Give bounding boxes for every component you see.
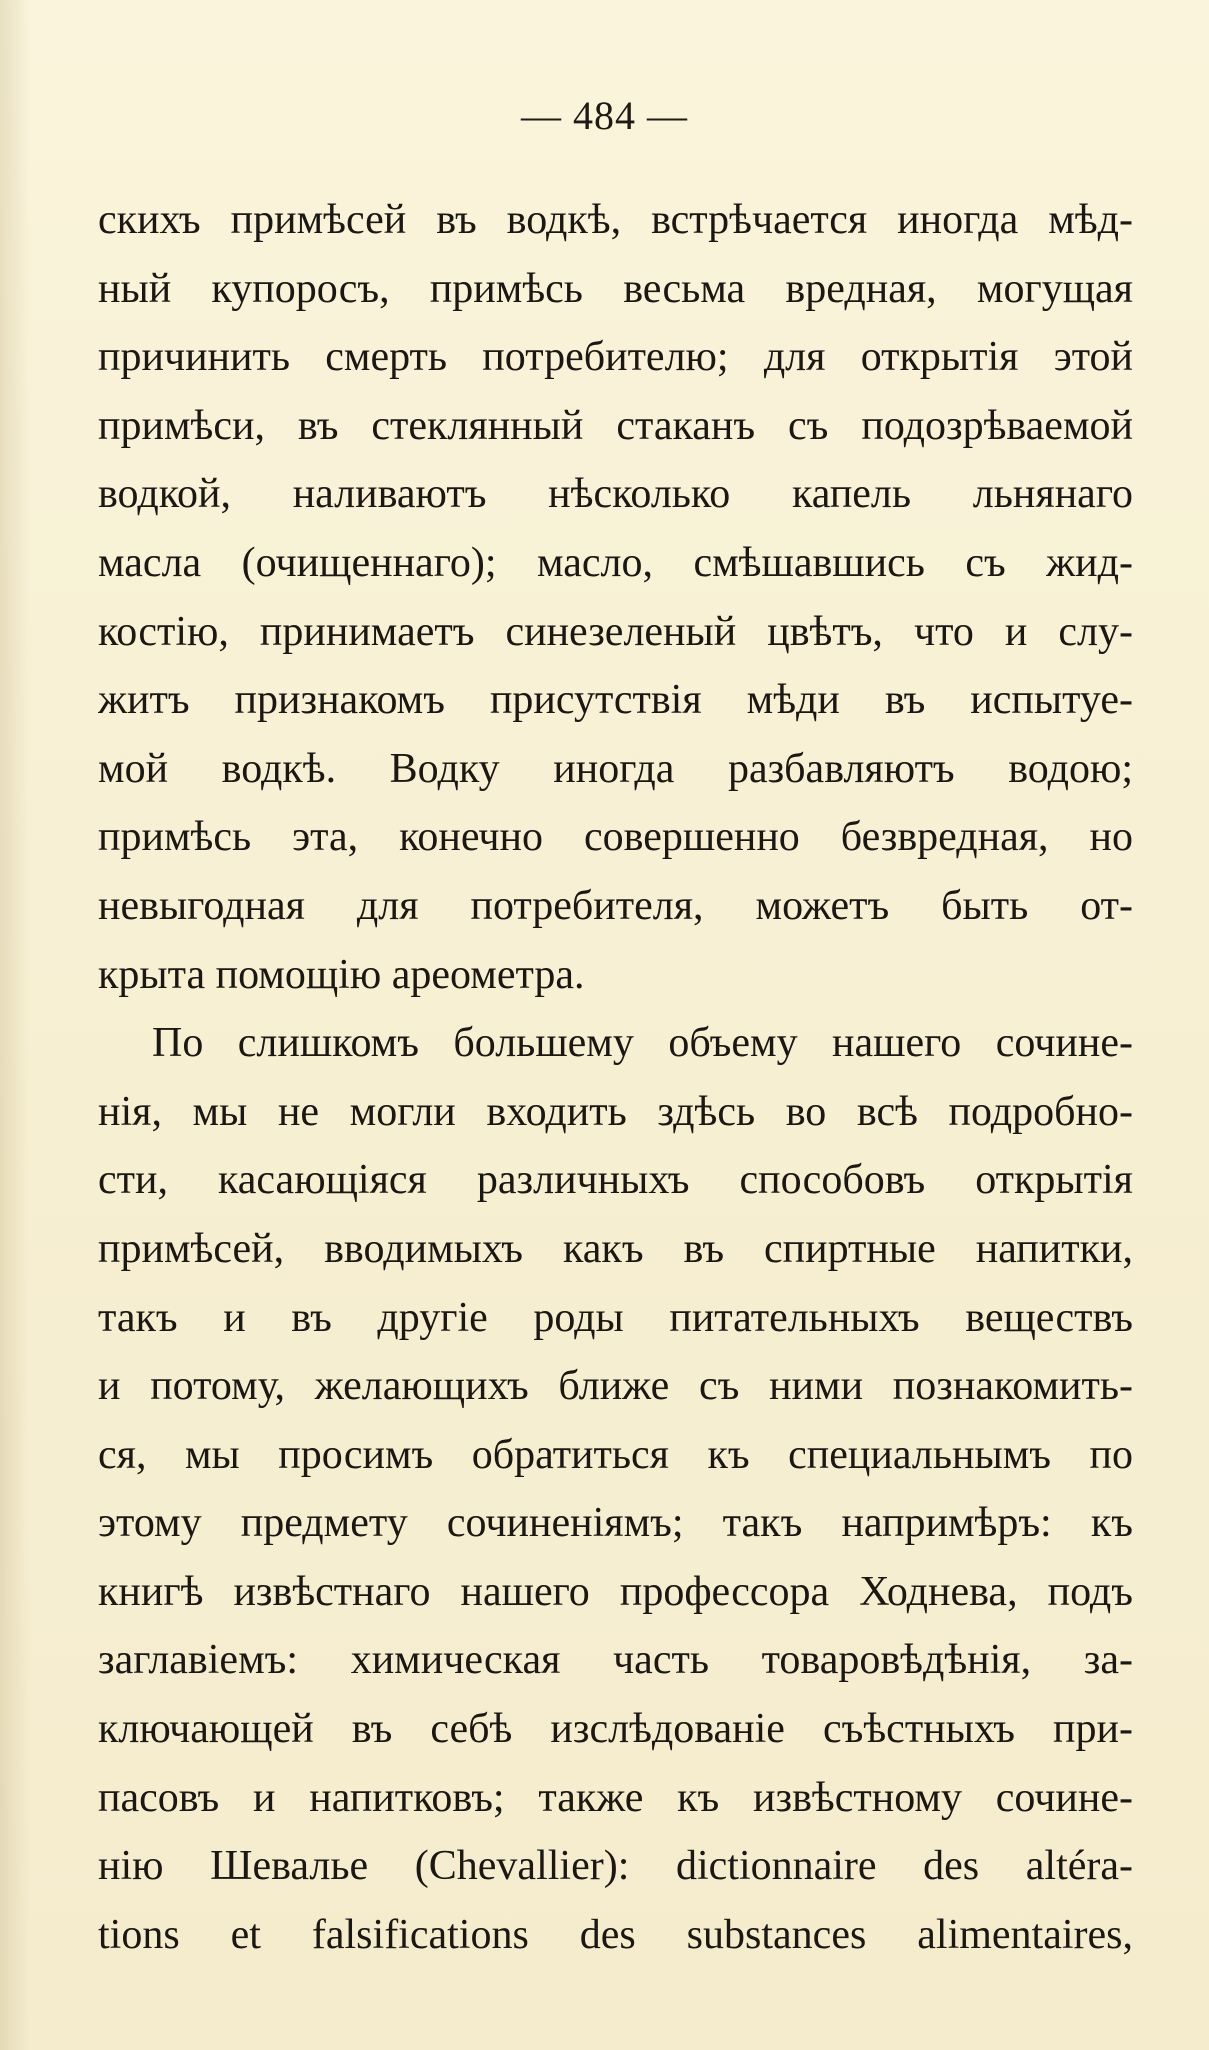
text-line: причинить смерть потребителю; для открытія этой <box>98 334 1133 381</box>
text-line: и потому, желающихъ ближе съ ними познакомить- <box>98 1363 1133 1410</box>
text-line: ключающей въ себѣ изслѣдованіе съѣстныхъ при- <box>98 1706 1133 1753</box>
text-line: примѣси, въ стеклянный стаканъ съ подозрѣваемой <box>98 402 1133 449</box>
paragraph-2 <box>98 1009 1133 1969</box>
page-number: — 484 — <box>521 93 688 138</box>
text-line: ный купоросъ, примѣсь весьма вредная, могущая <box>98 265 1133 312</box>
text-line: tions et falsifications des substances alimentaires, <box>98 1911 1133 1958</box>
paragraph-1 <box>98 186 1133 1009</box>
text-line: нію Шевалье (Chevallier): dictionnaire des altéra- <box>98 1843 1133 1890</box>
text-line: житъ признакомъ присутствія мѣди въ испытуе- <box>98 677 1133 724</box>
text-line: этому предмету сочиненіямъ; такъ напримѣръ: къ <box>98 1500 1133 1547</box>
text-line: примѣсей, вводимыхъ какъ въ спиртные напитки, <box>98 1225 1133 1272</box>
body-text <box>98 186 1133 1969</box>
text-line: книгѣ извѣстнаго нашего профессора Ходнева, подъ <box>98 1568 1133 1615</box>
text-line: мой водкѣ. Водку иногда разбавляютъ водою; <box>98 745 1133 792</box>
text-line: костію, принимаетъ синезеленый цвѣтъ, что и слу- <box>98 608 1133 655</box>
text-line: заглавіемъ: химическая часть товаровѣдѣнія, за- <box>98 1637 1133 1684</box>
text-line: пасовъ и напитковъ; также къ извѣстному сочине- <box>98 1774 1133 1821</box>
text-line: ся, мы просимъ обратиться къ специальнымъ по <box>98 1431 1133 1478</box>
text-line: По слишкомъ большему объему нашего сочине- <box>152 1020 1133 1067</box>
text-line: скихъ примѣсей въ водкѣ, встрѣчается иногда мѣд- <box>98 197 1133 243</box>
text-line: такъ и въ другіе роды питательныхъ веществъ <box>98 1294 1133 1341</box>
text-line: примѣсь эта, конечно совершенно безвредная, но <box>98 814 1133 861</box>
page-edge-shadow <box>0 0 30 2050</box>
text-line: крыта помощію ареометра. <box>98 951 585 998</box>
text-line: масла (очищеннаго); масло, смѣшавшись съ жид- <box>98 539 1133 586</box>
text-line: нія, мы не могли входить здѣсь во всѣ подробно- <box>98 1088 1133 1135</box>
text-line: водкой, наливаютъ нѣсколько капель льнянаго <box>98 471 1133 518</box>
text-line: невыгодная для потребителя, можетъ быть от- <box>98 882 1133 929</box>
text-line: сти, касающіяся различныхъ способовъ открытія <box>98 1157 1133 1204</box>
